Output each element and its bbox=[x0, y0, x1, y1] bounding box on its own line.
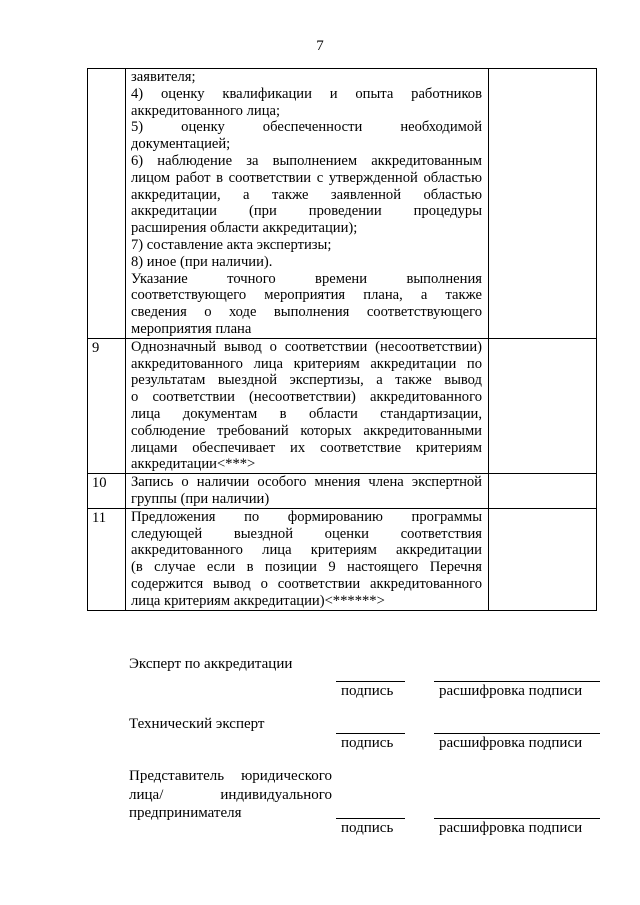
text-line: аккредитованного лица; bbox=[131, 102, 281, 119]
text-line: лица документам в области стандартизации, bbox=[131, 405, 482, 422]
table-row bbox=[88, 338, 597, 473]
decryption-caption: расшифровка подписи bbox=[439, 735, 583, 751]
empty-cell bbox=[489, 338, 597, 473]
text-line: 7) составление акта экспертизы; bbox=[131, 236, 332, 253]
text-line: 6) наблюдение за выполнением аккредитованным bbox=[131, 152, 482, 169]
text-line: заявителя; bbox=[131, 69, 196, 85]
text-line: аккредитованного лица критериям аккредитации по bbox=[131, 355, 482, 372]
text-line: Запись о наличии особого мнения члена экспертной bbox=[131, 474, 482, 491]
text-line: соответствующего мероприятия плана, а также bbox=[131, 287, 482, 304]
decryption-caption: расшифровка подписи bbox=[439, 820, 583, 836]
text-line: Предложения по формированию программы bbox=[131, 508, 482, 525]
text-line: о соответствии (несоответствии) аккредитованного bbox=[131, 389, 482, 406]
row-number: 10 bbox=[88, 474, 126, 509]
table-row bbox=[88, 474, 597, 509]
signature-caption: подпись bbox=[341, 683, 394, 699]
text-line: Указание точного времени выполнения bbox=[131, 270, 482, 287]
text-line: 5) оценку обеспеченности необходимой bbox=[131, 119, 482, 136]
text-line: соблюдение требований которых аккредитованными bbox=[131, 422, 482, 439]
text-line: 4) оценку квалификации и опыта работников bbox=[131, 85, 482, 102]
representative-label: Представитель юридического лица/ индивидуального предпринимателя bbox=[129, 768, 332, 821]
expert-label: Эксперт по аккредитации bbox=[129, 656, 293, 672]
empty-cell bbox=[489, 474, 597, 509]
row-text bbox=[126, 69, 489, 339]
text-line: документацией; bbox=[131, 136, 231, 153]
text-line: мероприятия плана bbox=[131, 320, 252, 337]
text-line: содержится вывод о соответствии аккредитованного bbox=[131, 575, 482, 592]
text-line: лица критериям аккредитации)<******> bbox=[131, 592, 385, 609]
page-number: 7 bbox=[316, 38, 324, 54]
row-number: 9 bbox=[88, 338, 126, 473]
row-text bbox=[126, 474, 489, 509]
table-row bbox=[88, 508, 597, 610]
decryption-caption: расшифровка подписи bbox=[439, 683, 583, 699]
text-line: сведения о ходе выполнения соответствующего bbox=[131, 304, 482, 321]
row-text bbox=[126, 508, 489, 610]
text-line: лицами обеспечивает их соответствие критериям bbox=[131, 439, 482, 456]
empty-cell bbox=[489, 508, 597, 610]
text-line: 8) иное (при наличии). bbox=[131, 253, 273, 270]
empty-cell bbox=[489, 69, 597, 339]
text-line: расширения области аккредитации); bbox=[131, 220, 358, 237]
signature-caption: подпись bbox=[341, 820, 394, 836]
text-line: аккредитованного лица критериям аккредитации bbox=[131, 542, 482, 559]
text-line: результатам выездной экспертизы, а также вывод bbox=[131, 372, 482, 389]
text-line: аккредитации<***> bbox=[131, 456, 256, 473]
text-line: аккредитации, а также заявленной областью bbox=[131, 186, 482, 203]
row-text bbox=[126, 338, 489, 473]
text-line: группы (при наличии) bbox=[131, 490, 270, 507]
criteria-table bbox=[87, 68, 597, 611]
text-line: (в случае если в позиции 9 настоящего Перечня bbox=[131, 559, 482, 576]
signature-caption: подпись bbox=[341, 735, 394, 751]
text-line: следующей выездной оценки соответствия bbox=[131, 525, 482, 542]
text-line: Однозначный вывод о соответствии (несоответствии) bbox=[131, 338, 482, 355]
row-number: 11 bbox=[88, 508, 126, 610]
text-line: аккредитации (при проведении процедуры bbox=[131, 203, 482, 220]
text-line: лицом работ в соответствии с утвержденной областью bbox=[131, 169, 482, 186]
table-row bbox=[88, 69, 597, 339]
row-number bbox=[88, 69, 126, 339]
technical-expert-label: Технический эксперт bbox=[129, 716, 265, 732]
